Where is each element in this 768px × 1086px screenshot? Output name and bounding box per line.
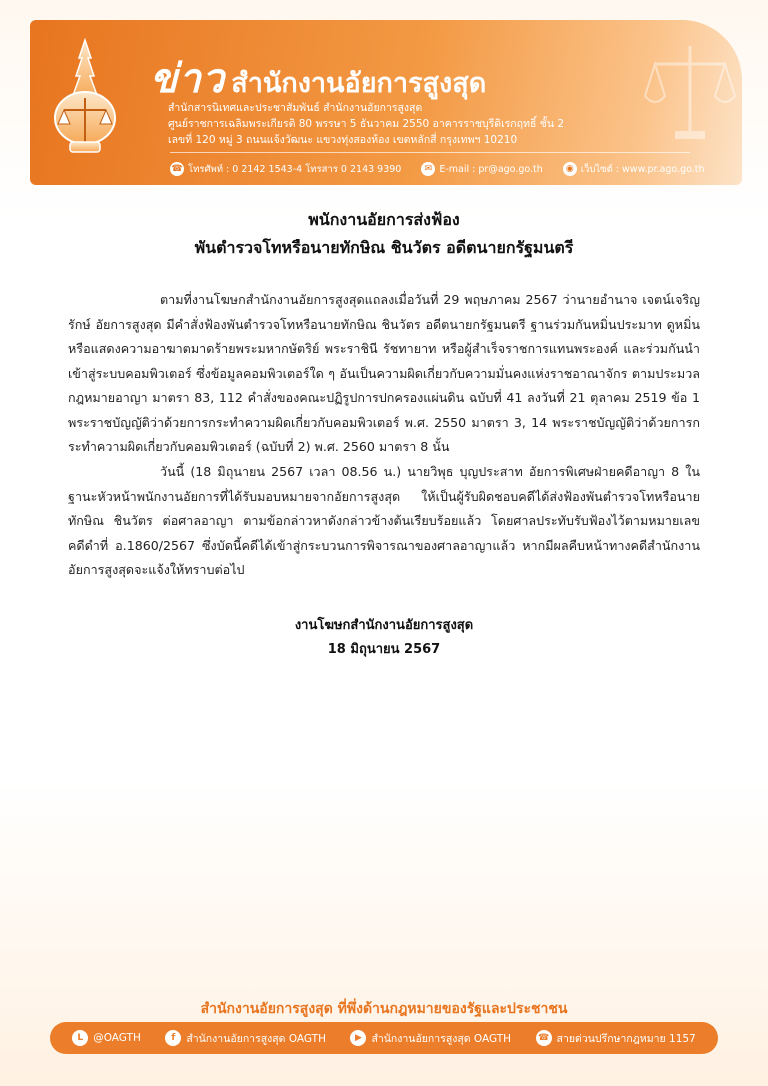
email-icon: ✉	[421, 162, 435, 176]
facebook-icon: f	[165, 1030, 181, 1046]
line-text[interactable]: @OAGTH	[93, 1032, 141, 1044]
contact-website[interactable]	[563, 162, 705, 177]
contact-phone	[170, 162, 401, 177]
org-line: สำนักสารนิเทศและประชาสัมพันธ์ สำนักงานอัยการสูงสุด	[168, 102, 423, 114]
youtube-text[interactable]: สำนักงานอัยการสูงสุด OAGTH	[371, 1032, 512, 1045]
contact-bar	[170, 152, 705, 181]
phone-text: โทรศัพท์ : 0 2142 1543-4 โทรสาร 0 2143 9390	[188, 163, 402, 175]
youtube-icon: ▶	[350, 1030, 366, 1046]
signature-date: 18 มิถุนายน 2567	[327, 642, 441, 657]
paragraph-2-text: วันนี้ (18 มิถุนายน 2567 เวลา 08.56 น.) นายวิพุธ บุญประสาท อัยการพิเศษฝ่ายคดีอาญา 8 ในฐานะหัวหน้าพนักงานอัยการที่ได้รับมอบหมายจากอัยการสูงสุด ให้เป็นผู้รับผิดชอบคดีได้ส่งฟ้องพันตำรวจโทหรือนายทักษิณ ชินวัตร ต่อศาลอาญา ตามข้อกล่าวหาดังกล่าวข้างต้นเรียบร้อยแล้ว โดยศาลประทับรับฟ้องไว้ตามหมายเลขคดีดำที่ อ.1860/2567 ซึ่งบัดนี้คดีได้เข้าสู่กระบวนการพิจารณาของศาลอาญาแล้ว หากมีผลคืบหน้าทางคดีสำนักงานอัยการสูงสุดจะแจ้งให้ทราบต่อไป	[68, 464, 700, 577]
contact-email[interactable]	[421, 162, 542, 176]
footer-slogan: สำนักงานอัยการสูงสุด ที่พึ่งด้านกฎหมายของรัฐและประชาชน	[200, 1001, 568, 1017]
org-address	[168, 100, 564, 148]
banner-title-org: สำนักงานอัยการสูงสุด	[231, 68, 487, 99]
org-line: เลขที่ 120 หมู่ 3 ถนนแจ้งวัฒนะ แขวงทุ่งสองห้อง เขตหลักสี่ กรุงเทพฯ 10210	[168, 134, 518, 146]
banner-title-main: ข่าว	[150, 56, 226, 102]
web-icon: ◉	[563, 162, 577, 176]
paragraph-2	[68, 460, 700, 583]
hotline-icon: ☎	[536, 1030, 552, 1046]
footer-line[interactable]	[72, 1030, 141, 1046]
website-text[interactable]: เว็บไซต์ : www.pr.ago.go.th	[580, 163, 705, 175]
org-line: ศูนย์ราชการเฉลิมพระเกียรติ 80 พรรษา 5 ธันวาคม 2550 อาคารราชบุรีดิเรกฤทธิ์ ชั้น 2	[168, 118, 565, 130]
signature: งานโฆษกสำนักงานอัยการสูงสุด	[294, 618, 474, 633]
facebook-text[interactable]: สำนักงานอัยการสูงสุด OAGTH	[186, 1032, 326, 1045]
footer-hotline[interactable]	[536, 1030, 696, 1047]
hotline-text[interactable]: สายด่วนปรึกษากฎหมาย 1157	[556, 1032, 696, 1045]
email-text[interactable]: E-mail : pr@ago.go.th	[439, 163, 543, 175]
document-title-line1: พนักงานอัยการส่งฟ้อง	[308, 210, 460, 229]
phone-icon: ☎	[171, 164, 183, 174]
line-icon: L	[72, 1030, 88, 1046]
emblem-icon	[42, 38, 128, 158]
paragraph-1	[68, 288, 700, 460]
footer-facebook[interactable]	[165, 1030, 326, 1047]
paragraph-1-text: ตามที่งานโฆษกสำนักงานอัยการสูงสุดแถลงเมื่อวันที่ 29 พฤษภาคม 2567 ว่านายอำนาจ เจตน์เจริญรักษ์ อัยการสูงสุด มีคำสั่งฟ้องพันตำรวจโทหรือนายทักษิณ ชินวัตร อดีตนายกรัฐมนตรี ฐานร่วมกันหมิ่นประมาท ดูหมิ่น หรือแสดงความอาฆาตมาดร้ายพระมหากษัตริย์ พระราชินี รัชทายาท หรือผู้สำเร็จราชการแทนพระองค์ และร่วมกันนำเข้าสู่ระบบคอมพิวเตอร์ ซึ่งข้อมูลคอมพิวเตอร์ใด ๆ อันเป็นความผิดเกี่ยวกับความมั่นคงแห่งราชอาณาจักร ตามประมวลกฎหมายอาญา มาตรา 83, 112 คำสั่งของคณะปฏิรูปการปกครองแผ่นดิน ฉบับที่ 41 ลงวันที่ 21 ตุลาคม 2519 ข้อ 1 พระราชบัญญัติว่าด้วยการกระทำความผิดเกี่ยวกับคอมพิวเตอร์ พ.ศ. 2550 มาตรา 3, 14 พระราชบัญญัติว่าด้วยการกระทำความผิดเกี่ยวกับคอมพิวเตอร์ (ฉบับที่ 2) พ.ศ. 2560 มาตรา 8 นั้น	[68, 292, 700, 454]
document-title-line2: พันตำรวจโทหรือนายทักษิณ ชินวัตร อดีตนายกรัฐมนตรี	[194, 238, 574, 257]
scale-icon	[640, 36, 740, 146]
footer-youtube[interactable]	[350, 1030, 511, 1047]
footer-bar	[50, 1022, 718, 1054]
